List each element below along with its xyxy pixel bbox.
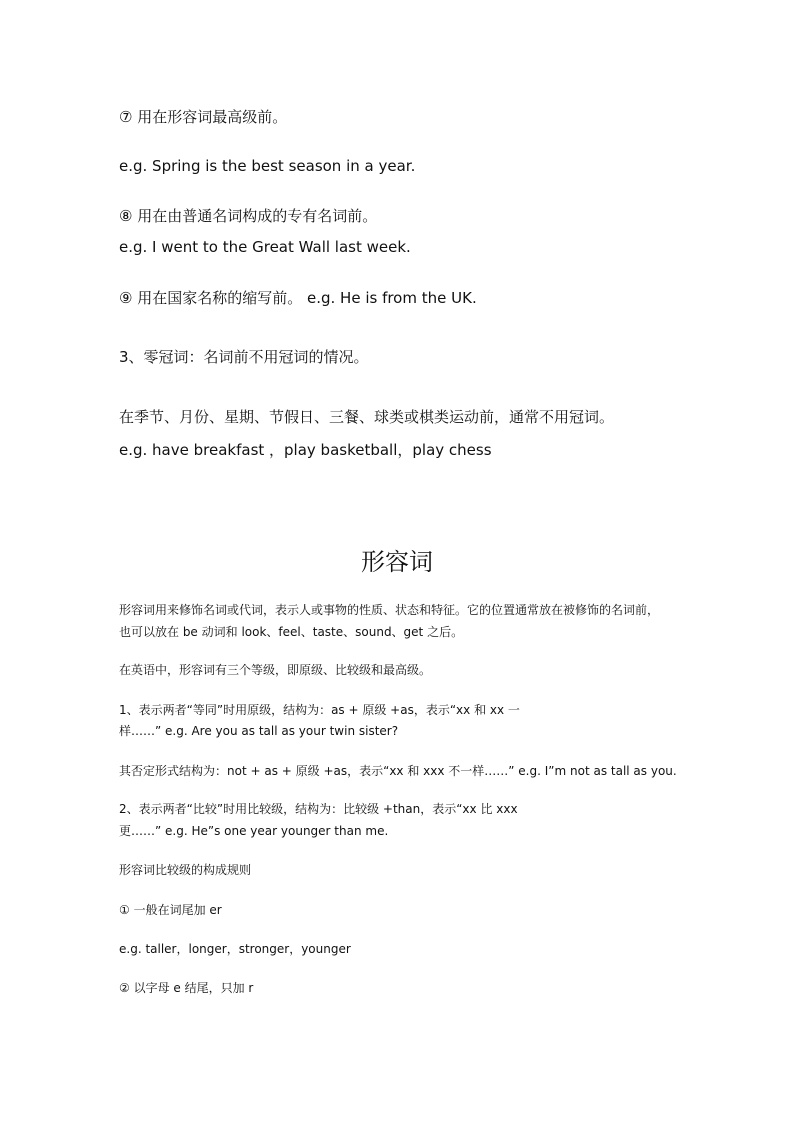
adjectives-intro-line1: 形容词用来修饰名词或代词，表示人或事物的性质、状态和特征。它的位置通常放在被修饰的名词前， [119,603,660,617]
negative-form: 其否定形式结构为：not + as + 原级 +as，表示“xx 和 xxx 不一样……” e.g. I”m not as tall as you. [119,764,677,778]
formation-rule1-example: e.g. taller，longer，stronger，younger [119,942,351,956]
formation-rule1: ① 一般在词尾加 er [119,903,222,917]
item7-example: e.g. Spring is the best season in a year. [119,157,416,175]
zero-article-heading: 3、零冠词：名词前不用冠词的情况。 [119,348,369,366]
zero-article-example: e.g. have breakfast ，play basketball，play chess [119,441,492,459]
item7-heading: ⑦ 用在形容词最高级前。 [119,108,288,126]
item8-heading: ⑧ 用在由普通名词构成的专有名词前。 [119,207,378,225]
zero-article-rule: 在季节、月份、星期、节假日、三餐、球类或棋类运动前，通常不用冠词。 [119,408,615,426]
formation-heading: 形容词比较级的构成规则 [119,863,252,877]
formation-rule2: ② 以字母 e 结尾，只加 r [119,981,254,995]
item9-line: ⑨ 用在国家名称的缩写前。 e.g. He is from the UK. [119,289,477,307]
adjectives-degrees: 在英语中，形容词有三个等级，即原级、比较级和最高级。 [119,663,432,677]
rule1-line1: 1、表示两者“等同”时用原级，结构为：as + 原级 +as，表示“xx 和 xx 一 [119,703,520,717]
item8-example: e.g. I went to the Great Wall last week. [119,238,411,256]
adjectives-title: 形容词 [361,548,433,576]
adjectives-intro-line2: 也可以放在 be 动词和 look、feel、taste、sound、get 之后。 [119,625,464,639]
rule2-line1: 2、表示两者“比较”时用比较级，结构为：比较级 +than，表示“xx 比 xxx [119,802,518,816]
rule1-line2: 样……” e.g. Are you as tall as your twin sister? [119,724,399,738]
rule2-line2: 更……” e.g. He”s one year younger than me. [119,824,389,838]
